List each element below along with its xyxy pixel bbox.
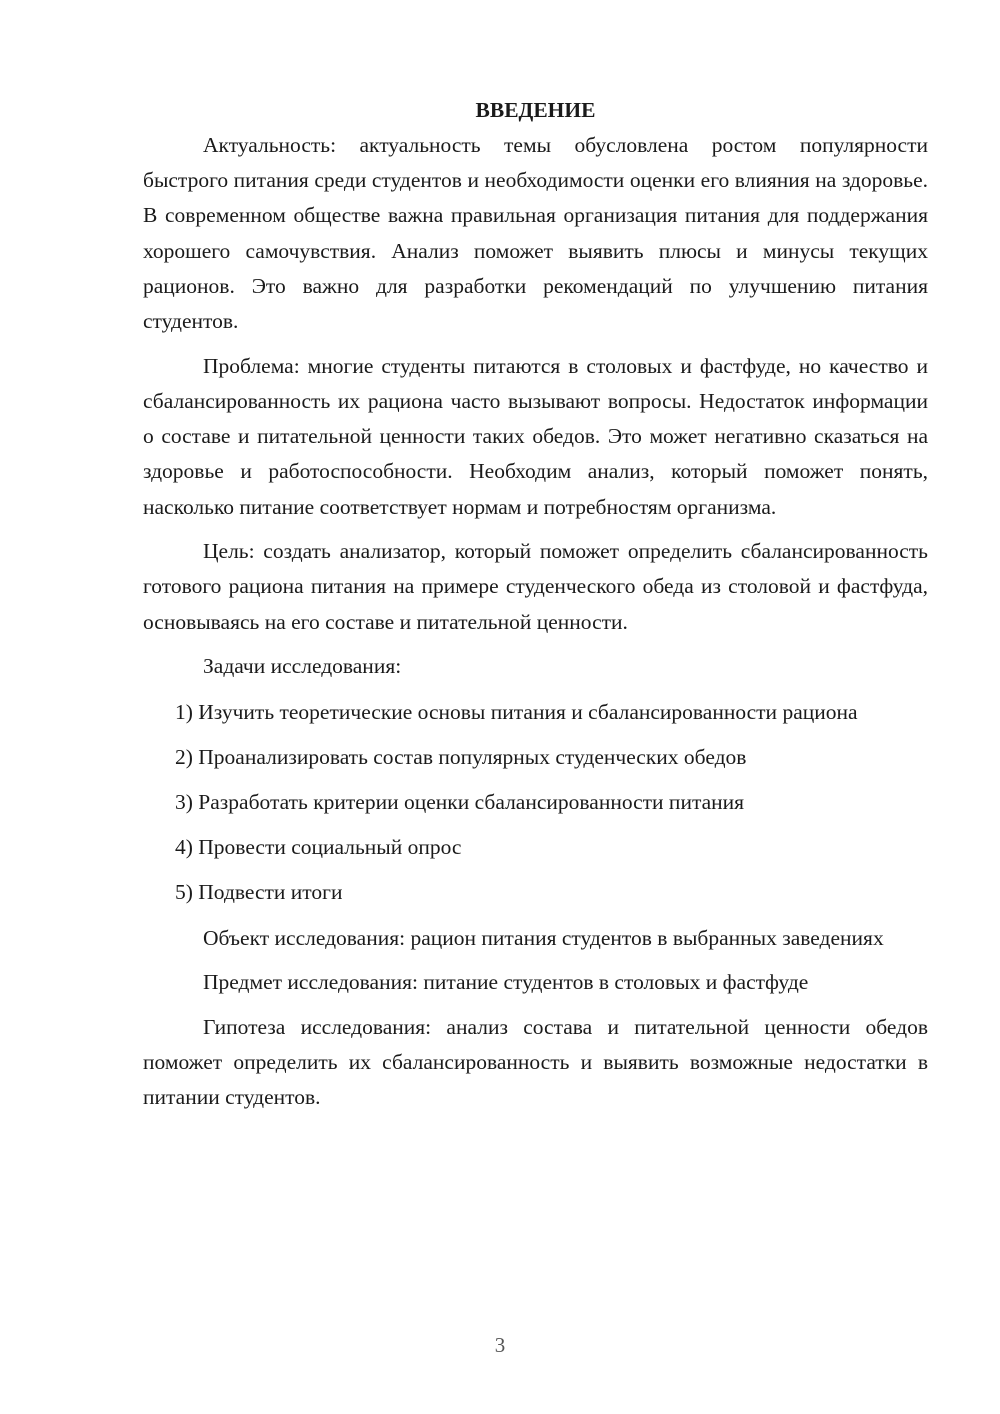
- subject-paragraph: Предмет исследования: питание студентов в столовых и фастфуде: [203, 970, 809, 995]
- section-heading: ВВЕДЕНИЕ: [475, 98, 596, 122]
- goal-paragraph: Цель: создать анализатор, который поможет определить сбалансированность готового рациона питания на примере студенческого обеда из столовой и фастфуда, основываясь на его составе и питательной ценности.: [143, 539, 928, 634]
- tasks-list: [143, 695, 928, 911]
- page-number: 3: [494, 1333, 506, 1357]
- list-item: 3) Разработать критерии оценки сбалансированности питания: [175, 789, 745, 814]
- list-item: 5) Подвести итоги: [175, 880, 343, 905]
- list-item: 1) Изучить теоретические основы питания и сбалансированности рациона: [175, 699, 858, 724]
- list-item: 4) Провести социальный опрос: [175, 835, 462, 860]
- document-page: [143, 92, 928, 1125]
- list-item: 2) Проанализировать состав популярных студенческих обедов: [175, 744, 747, 769]
- object-paragraph: Объект исследования: рацион питания студентов в выбранных заведениях: [203, 925, 884, 950]
- problem-paragraph: Проблема: многие студенты питаются в столовых и фастфуде, но качество и сбалансированность их рациона часто вызывают вопросы. Недостаток информации о составе и питательной ценности таких обедов. Это может негативно сказаться на здоровье и работоспособности. Необходим анализ, который поможет понять, насколько питание соответствует нормам и потребностям организма.: [143, 353, 928, 519]
- tasks-title: Задачи исследования:: [203, 654, 402, 679]
- relevance-paragraph: Актуальность: актуальность темы обусловлена ростом популярности быстрого питания среди студентов и необходимости оценки его влияния на здоровье. В современном обществе важна правильная организация питания для поддержания хорошего самочувствия. Анализ поможет выявить плюсы и минусы текущих рационов. Это важно для разработки рекомендаций по улучшению питания студентов.: [143, 133, 928, 334]
- hypothesis-paragraph: Гипотеза исследования: анализ состава и питательной ценности обедов поможет определить их сбалансированность и выявить возможные недостатки в питании студентов.: [143, 1014, 928, 1110]
